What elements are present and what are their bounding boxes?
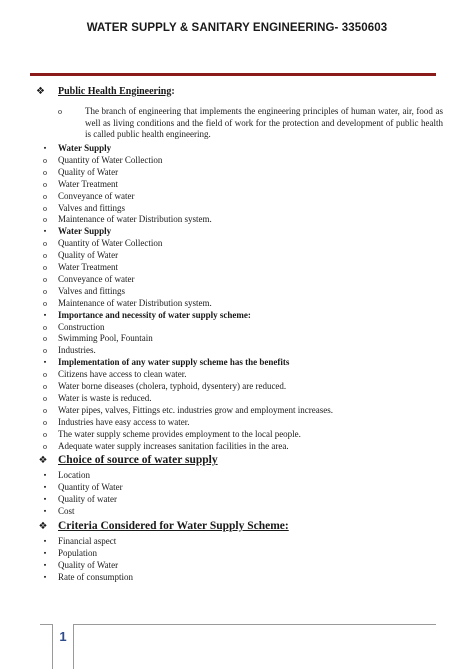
list-item-text: Cost [58,506,75,517]
list-item [43,214,212,225]
list-item-text: Quality of Water [58,166,119,177]
circle-bullet-icon: o [43,274,47,284]
list-item-text: Quality of Water [58,250,119,261]
list-item [43,262,119,273]
definition-paragraph: The branch of engineering that implements the engineering principles of human water, air, food as well as living conditions and the field of work for the protection and development of public health is called public health engineering. [85,106,443,140]
list-item [43,547,98,559]
square-bullet-icon: ▪ [43,572,47,581]
list-item [43,357,290,368]
header-rule [30,73,436,76]
list-item-text: Location [58,470,90,481]
circle-bullet-icon: o [43,382,47,391]
list-item [43,143,112,154]
page-number: 1 [59,629,67,644]
circle-bullet-icon: o [43,417,47,427]
section-heading [38,454,218,467]
list-item [43,345,96,356]
list-item [43,536,117,547]
list-item [43,178,119,190]
square-bullet-icon: ▪ [43,358,47,367]
section-heading [38,520,289,532]
list-item [43,154,163,166]
list-item [43,333,153,344]
circle-bullet-icon: o [43,179,47,189]
list-item [43,250,119,261]
square-bullet-icon: ▪ [43,310,47,319]
circle-bullet-icon: o [43,167,47,177]
list-item-text: Water pipes, valves, Fittings etc. industries grow and employment increases. [58,404,333,415]
list-item [43,506,75,517]
list-item [43,226,112,237]
section-title-suffix: : [171,86,175,97]
diamond-bullet-icon: ❖ [38,521,48,532]
list-item-text: Criteria Considered for Water Supply Scheme: [58,520,289,532]
list-item [43,404,333,416]
section-title-text: Public Health Engineering [58,86,172,97]
list-item [43,559,119,571]
square-bullet-icon: ▪ [43,507,47,516]
circle-bullet-icon: o [43,239,47,249]
list-item-text: Maintenance of water Distribution system. [58,297,212,308]
diamond-bullet-icon: ❖ [38,455,48,467]
square-bullet-icon: ▪ [43,537,47,545]
list-item-text: Industries. [58,345,96,356]
circle-bullet-icon: o [58,107,62,116]
list-item-text: Quantity of Water Collection [58,154,163,165]
list-item-text: Water Treatment [58,262,119,272]
circle-bullet-icon: o [43,203,47,213]
list-item [43,190,135,202]
list-item-text: Industries have easy access to water. [58,416,190,427]
circle-bullet-icon: o [43,405,47,415]
list-item-text: Financial aspect [58,536,117,546]
list-item-text: The water supply scheme provides employment to the local people. [58,428,301,439]
list-item-text: Conveyance of water [58,273,135,284]
circle-bullet-icon: o [43,322,47,332]
square-bullet-icon: ▪ [43,560,47,569]
circle-bullet-icon: o [43,155,47,165]
square-bullet-icon: ▪ [43,227,47,236]
list-item [43,482,123,493]
list-item [43,297,212,309]
list-item-text: Quantity of Water [58,482,123,493]
square-bullet-icon: ▪ [43,495,47,504]
list-item [43,321,105,333]
list-item-text: Maintenance of water Distribution system. [58,214,212,225]
list-item [43,470,90,481]
circle-bullet-icon: o [43,429,47,439]
list-item [43,571,133,583]
list-item-text: Adequate water supply increases sanitation facilities in the area. [58,440,289,451]
square-bullet-icon: ▪ [43,548,47,557]
list-item [43,428,301,440]
list-item-text: Importance and necessity of water supply scheme: [58,309,251,320]
list-item-text: Rate of consumption [58,571,133,582]
circle-bullet-icon: o [43,393,47,403]
list-item-text: Citizens have access to clean water. [58,369,187,380]
list-item [43,166,119,178]
list-item-text: Construction [58,321,105,332]
list-item-text: Quantity of Water Collection [58,238,163,249]
list-item [43,416,190,428]
list-item-text: Valves and fittings [58,202,125,213]
list-item-text: Water borne diseases (cholera, typhoid, dysentery) are reduced. [58,381,287,391]
list-item [43,309,251,321]
section-title-public-health [36,86,175,97]
document-header-title: WATER SUPPLY & SANITARY ENGINEERING- 3350603 [86,22,388,34]
list-item-text: Conveyance of water [58,190,135,201]
list-item [43,369,187,380]
list-item-text: Quality of water [58,494,117,505]
circle-bullet-icon: o [43,334,47,344]
list-item [43,440,289,452]
list-item-text: Implementation of any water supply scheme has the benefits [58,357,290,368]
circle-bullet-icon: o [43,251,47,261]
footer-rule [40,624,436,625]
list-item [43,381,287,392]
circle-bullet-icon: o [43,263,47,272]
list-item [43,202,125,214]
circle-bullet-icon: o [43,370,47,380]
circle-bullet-icon: o [43,286,47,296]
circle-bullet-icon: o [43,298,47,308]
list-item [43,392,152,404]
list-item-text: Water is waste is reduced. [58,392,152,403]
circle-bullet-icon: o [43,346,47,356]
list-item [43,273,135,285]
list-item [43,285,125,297]
list-item-text: Swimming Pool, Fountain [58,333,153,344]
list-item-text: Population [58,547,98,558]
list-item-text: Choice of source of water supply [58,454,218,467]
list-item-text: Water Supply [58,226,112,237]
list-item-text: Water Supply [58,143,112,153]
square-bullet-icon: ▪ [43,144,47,152]
circle-bullet-icon: o [43,441,47,451]
list-item-text: Water Treatment [58,178,119,189]
diamond-bullet-icon: ❖ [36,86,45,97]
list-item [43,238,163,249]
square-bullet-icon: ▪ [43,471,47,480]
list-item [43,494,117,505]
square-bullet-icon: ▪ [43,483,47,492]
list-item-text: Valves and fittings [58,285,125,296]
list-item-text: Quality of Water [58,559,119,570]
circle-bullet-icon: o [43,215,47,225]
circle-bullet-icon: o [43,191,47,201]
